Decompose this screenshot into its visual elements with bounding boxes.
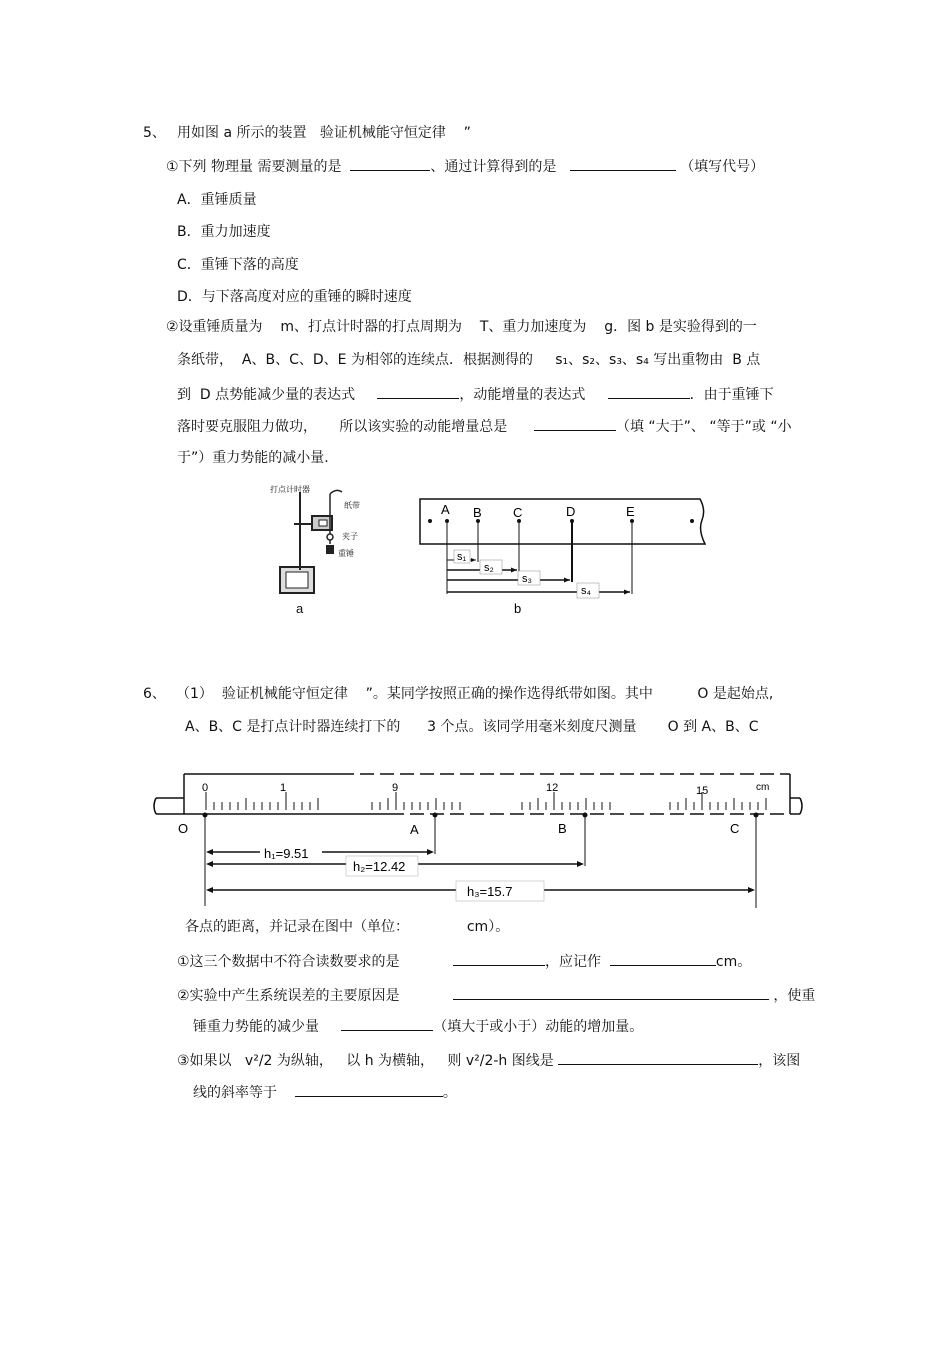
arrowhead — [511, 568, 517, 573]
text: 条纸带， — [177, 352, 233, 368]
q5-sub1-b: 物理量 — [211, 159, 254, 175]
tape-left-end — [154, 798, 156, 814]
text: ，应记作 — [544, 954, 601, 970]
arrowhead — [206, 887, 213, 893]
text: O 到 A、B、C — [667, 719, 759, 735]
q6-sub2-cont — [193, 1016, 643, 1036]
point-c: C — [513, 505, 523, 520]
option-a: A．重锤质量 — [177, 192, 257, 208]
q5-title-c: 验证机械能守恒定律 — [319, 125, 446, 141]
text: 验证机械能守恒定律 — [221, 686, 348, 702]
q6-line2 — [185, 718, 759, 736]
text: T、重力加速度为 — [479, 319, 587, 335]
point-o: O — [178, 821, 189, 836]
option-b: B．重力加速度 — [177, 224, 271, 240]
q5-sub2-line3 — [177, 384, 774, 404]
arrowhead — [748, 887, 755, 893]
unit-label: cm — [756, 782, 770, 793]
text: 到 — [177, 387, 191, 403]
point-a: A — [441, 502, 450, 517]
answer-blank[interactable] — [377, 384, 459, 399]
text: 线的斜率等于 — [193, 1085, 277, 1101]
text: “等于”或 — [709, 419, 766, 435]
answer-blank[interactable] — [341, 1016, 433, 1031]
tick-label-0: 0 — [202, 782, 209, 794]
text: ②实验中产生系统误差的主要原因是 — [177, 988, 400, 1004]
q5-sub2-line4 — [177, 416, 792, 436]
q6-sub2 — [177, 985, 815, 1005]
q5-sub2-line1 — [166, 318, 757, 336]
stand-plate — [286, 572, 308, 588]
text: cm。 — [715, 954, 752, 970]
q5-sub2-line5: 于”）重力势能的减小量. — [177, 450, 329, 466]
tick-label-9: 9 — [392, 782, 399, 794]
arrowhead — [427, 849, 434, 855]
q6-sub3-cont — [193, 1082, 457, 1102]
q6-number: 6、 — [143, 686, 166, 702]
text: ，该图 — [758, 1053, 801, 1069]
answer-blank[interactable] — [608, 384, 690, 399]
text: ①这三个数据中不符合读数要求的是 — [177, 954, 400, 970]
text: g．图 b 是实验得到的一 — [604, 319, 757, 335]
text: O 是起始点, — [697, 686, 774, 702]
text: ③如果以 — [177, 1053, 232, 1069]
point-c: C — [730, 821, 740, 836]
label-tape: 纸带 — [344, 501, 360, 510]
label-s3: s₃ — [522, 573, 532, 585]
q5-sub1-a: ①下列 — [166, 159, 207, 175]
arrowhead — [564, 578, 570, 583]
label-h2: h₂=12.42 — [353, 859, 406, 874]
text: ．由于重锤下 — [689, 387, 774, 403]
clamp — [327, 534, 333, 540]
q5-title-d: ” — [463, 125, 471, 141]
text: “大于”、 — [648, 419, 705, 435]
answer-blank[interactable] — [295, 1082, 443, 1097]
text: s₁、s₂、s₃、s₄ 写出重物由 — [555, 352, 724, 368]
tick-label-1: 1 — [280, 782, 287, 794]
text: 所以该实验的动能增量总是 — [339, 419, 508, 435]
text: 则 v²/2-h 图线是 — [447, 1053, 554, 1069]
weight — [326, 545, 334, 554]
tape-outline — [420, 499, 705, 544]
dot — [428, 519, 432, 523]
point-a: A — [410, 822, 419, 837]
tick-label-12: 12 — [546, 782, 559, 794]
point-b: B — [473, 505, 482, 520]
dot — [690, 519, 694, 523]
q5-title — [177, 124, 471, 142]
answer-blank[interactable] — [570, 156, 676, 171]
text: cm）。 — [466, 919, 510, 935]
answer-blank[interactable] — [558, 1050, 758, 1065]
figure-a-label: a — [296, 601, 304, 616]
q5-title-b: a 所示的装置 — [223, 125, 307, 141]
answer-blank[interactable] — [610, 951, 716, 966]
q5-sub1-e: （填写代号） — [680, 159, 765, 175]
text: m、打点计时器的打点周期为 — [280, 319, 463, 335]
label-weight: 重锤 — [338, 549, 354, 558]
answer-blank[interactable] — [453, 951, 545, 966]
text: 落时要克服阻力做功， — [177, 419, 317, 435]
text: 各点的距离，并记录在图中（单位： — [185, 919, 409, 935]
q5-number: 5、 — [143, 125, 166, 141]
answer-blank[interactable] — [453, 985, 769, 1000]
q5-sub1 — [166, 156, 764, 176]
point-d: D — [566, 504, 576, 519]
figure-a-apparatus — [270, 482, 380, 617]
arrowhead — [471, 558, 476, 562]
text: ”。某同学按照正确的操作选得纸带如图。其中 — [365, 686, 653, 702]
q6-line3 — [185, 918, 509, 936]
timer-window — [319, 520, 327, 526]
text: ，动能增量的表达式 — [459, 387, 586, 403]
arrowhead — [206, 849, 213, 855]
figure-b-label: b — [514, 601, 522, 616]
q6-sub1 — [177, 951, 751, 971]
option-c: C．重锤下落的高度 — [177, 257, 299, 273]
text: A、B、C 是打点计时器连续打下的 — [185, 719, 401, 735]
tape-right-end — [800, 798, 802, 814]
label-timer: 打点计时器 — [270, 485, 310, 494]
text: B 点 — [732, 352, 761, 368]
text: 以 h 为横轴， — [346, 1053, 435, 1069]
text: A、B、C、D、E 为相邻的连续点．根据测得的 — [241, 352, 533, 368]
arrowhead — [624, 590, 630, 595]
q5-sub1-c: 需要测量的是 — [257, 159, 342, 175]
text: 。 — [442, 1085, 457, 1101]
q5-title-a: 用如图 — [177, 125, 219, 141]
ruler-figure — [150, 768, 810, 913]
label-clamp: 夹子 — [342, 532, 358, 541]
text: v²/2 为纵轴， — [244, 1053, 333, 1069]
q6-sub3 — [177, 1050, 800, 1070]
point-b: B — [558, 821, 567, 836]
text: ，使重 — [773, 988, 816, 1004]
point-e: E — [626, 504, 635, 519]
label-s1: s₁ — [457, 551, 467, 563]
label-s4: s₄ — [581, 585, 591, 597]
text: D 点势能减少量的表达式 — [199, 387, 356, 403]
text: ②设重锤质量为 — [166, 319, 263, 335]
text: 锤重力势能的减少量 — [193, 1019, 319, 1035]
label-h1: h₁=9.51 — [264, 846, 309, 861]
answer-blank[interactable] — [350, 156, 430, 171]
option-d: D．与下落高度对应的重锤的瞬时速度 — [177, 289, 412, 305]
arrowhead — [206, 861, 213, 867]
text: “小 — [770, 419, 792, 435]
text: 3 个点。该同学用毫米刻度尺测量 — [427, 719, 637, 735]
figure-b-tape — [410, 494, 720, 619]
q6-line1 — [176, 685, 773, 703]
answer-blank[interactable] — [534, 416, 616, 431]
arrowhead — [577, 861, 584, 867]
text: （1） — [176, 686, 213, 702]
q5-sub1-d: 、通过计算得到的是 — [430, 159, 557, 175]
tick-label-15: 15 — [696, 785, 709, 797]
label-s2: s₂ — [484, 562, 494, 574]
q5-sub2-line2 — [177, 351, 760, 369]
text: （填 — [615, 419, 644, 435]
text: （填大于或小于）动能的增加量。 — [433, 1019, 644, 1035]
label-h3: h₃=15.7 — [467, 884, 513, 899]
